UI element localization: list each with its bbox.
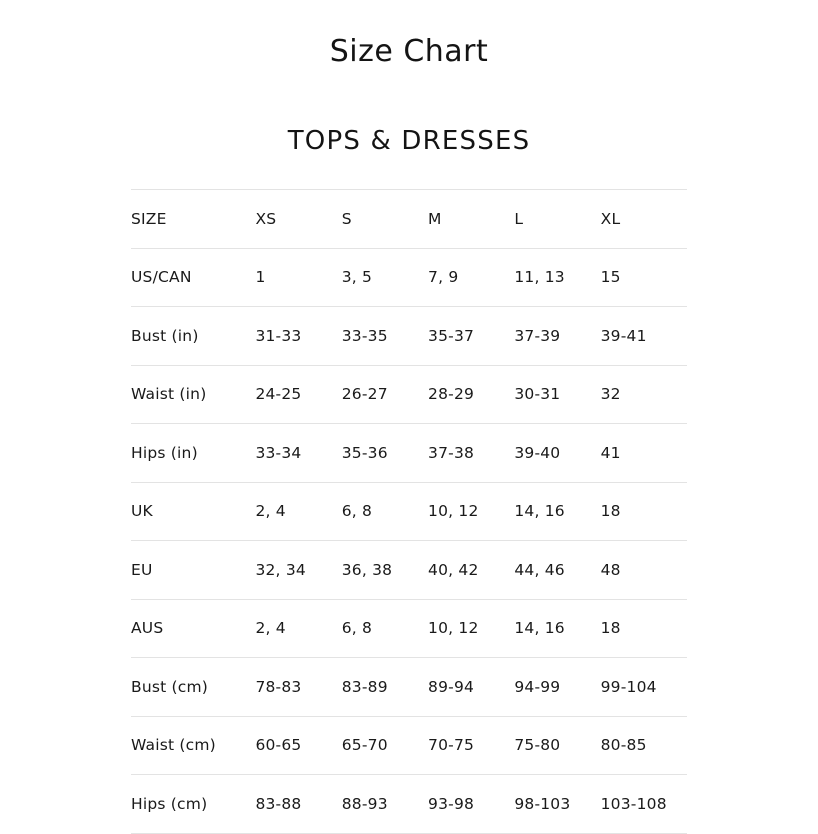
row-cell: 32, 34 [255,541,341,600]
row-cell: 3, 5 [342,248,428,307]
row-cell: 24-25 [255,365,341,424]
row-label: Bust (cm) [131,658,255,717]
row-cell: 75-80 [514,716,600,775]
row-cell: 6, 8 [342,482,428,541]
row-cell: 83-88 [255,775,341,834]
row-cell: 11, 13 [514,248,600,307]
row-cell: 80-85 [601,716,687,775]
size-table [131,189,687,834]
row-label: UK [131,482,255,541]
row-cell: 2, 4 [255,482,341,541]
table-header-row [131,190,687,249]
column-header-xl: XL [601,190,687,249]
row-cell: 35-37 [428,307,514,366]
row-cell: 89-94 [428,658,514,717]
column-header-s: S [342,190,428,249]
section-heading: TOPS & DRESSES [287,126,531,156]
row-cell: 10, 12 [428,482,514,541]
row-cell: 37-38 [428,424,514,483]
size-table-body [131,190,687,834]
table-row [131,716,687,775]
row-cell: 88-93 [342,775,428,834]
page-title: Size Chart [329,34,489,69]
row-cell: 83-89 [342,658,428,717]
row-cell: 15 [601,248,687,307]
row-cell: 6, 8 [342,599,428,658]
table-row [131,248,687,307]
row-cell: 14, 16 [514,482,600,541]
row-cell: 48 [601,541,687,600]
row-label: Waist (cm) [131,716,255,775]
row-cell: 10, 12 [428,599,514,658]
table-row [131,541,687,600]
row-cell: 14, 16 [514,599,600,658]
row-cell: 33-35 [342,307,428,366]
row-cell: 7, 9 [428,248,514,307]
row-label: US/CAN [131,248,255,307]
row-cell: 26-27 [342,365,428,424]
table-row [131,424,687,483]
table-row [131,658,687,717]
row-cell: 18 [601,599,687,658]
column-header-l: L [514,190,600,249]
row-cell: 94-99 [514,658,600,717]
row-label: EU [131,541,255,600]
column-header-m: M [428,190,514,249]
row-cell: 36, 38 [342,541,428,600]
row-cell: 78-83 [255,658,341,717]
table-row [131,365,687,424]
row-cell: 35-36 [342,424,428,483]
row-cell: 39-40 [514,424,600,483]
row-label: Hips (cm) [131,775,255,834]
column-header-xs: XS [255,190,341,249]
row-label: Bust (in) [131,307,255,366]
row-cell: 98-103 [514,775,600,834]
row-cell: 37-39 [514,307,600,366]
row-cell: 31-33 [255,307,341,366]
row-cell: 28-29 [428,365,514,424]
row-cell: 44, 46 [514,541,600,600]
column-header-size: SIZE [131,190,255,249]
row-cell: 60-65 [255,716,341,775]
table-row [131,307,687,366]
row-cell: 30-31 [514,365,600,424]
table-row [131,482,687,541]
row-cell: 93-98 [428,775,514,834]
row-cell: 103-108 [601,775,687,834]
row-cell: 70-75 [428,716,514,775]
row-label: Hips (in) [131,424,255,483]
row-cell: 40, 42 [428,541,514,600]
row-cell: 99-104 [601,658,687,717]
row-cell: 18 [601,482,687,541]
row-label: Waist (in) [131,365,255,424]
size-table-container [131,157,687,834]
row-cell: 2, 4 [255,599,341,658]
row-label: AUS [131,599,255,658]
row-cell: 65-70 [342,716,428,775]
row-cell: 33-34 [255,424,341,483]
row-cell: 32 [601,365,687,424]
table-row [131,775,687,834]
row-cell: 1 [255,248,341,307]
row-cell: 39-41 [601,307,687,366]
table-row [131,599,687,658]
row-cell: 41 [601,424,687,483]
